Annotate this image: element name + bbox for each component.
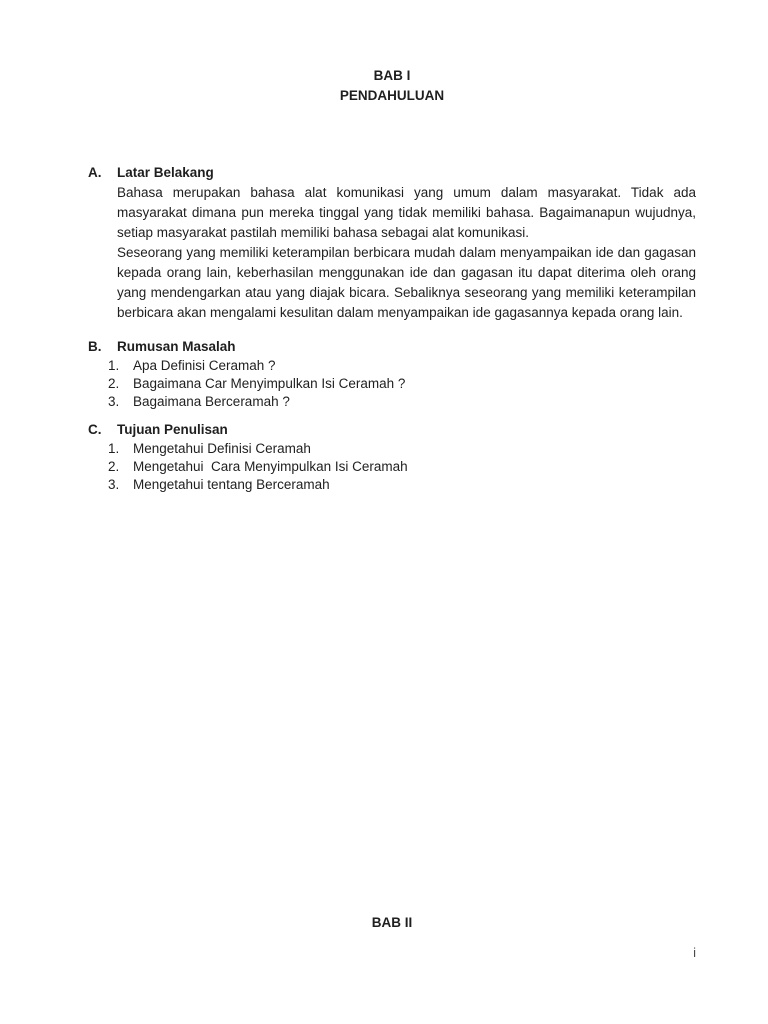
list-item-number: 3. <box>108 477 120 492</box>
list-item <box>108 393 696 411</box>
list-item-text: Bagaimana Car Menyimpulkan Isi Ceramah ? <box>133 376 406 391</box>
document-content <box>88 163 696 494</box>
section-heading: Rumusan Masalah <box>117 339 236 354</box>
section-heading: Latar Belakang <box>117 165 214 180</box>
paragraph: Seseorang yang memiliki keterampilan berbicara mudah dalam menyampaikan ide dan gagasan kepada orang lain, keberhasilan menggunakan ide dan gagasan itu dapat diterima oleh orang yang mendengarkan atau yang diajak bicara. Sebaliknya seseorang yang memiliki keterampilan berbicara akan mengalami kesulitan dalam menyampaikan ide gagasannya kepada orang lain. <box>117 245 696 320</box>
list-item-number: 2. <box>108 376 120 391</box>
paragraph: Bahasa merupakan bahasa alat komunikasi yang umum dalam masyarakat. Tidak ada masyarakat dimana pun mereka tinggal yang tidak memiliki bahasa. Bagaimanapun wujudnya, setiap masyarakat pastilah memiliki bahasa sebagai alat komunikasi. <box>117 185 696 240</box>
section-letter: B. <box>88 339 102 354</box>
list-item-number: 3. <box>108 394 120 409</box>
section-tujuan-penulisan <box>88 420 696 494</box>
list-item-text: Mengetahui tentang Berceramah <box>133 477 330 492</box>
chapter-title <box>88 66 696 106</box>
chapter-title-line1: BAB I <box>373 68 411 83</box>
list-item-text: Apa Definisi Ceramah ? <box>133 358 276 373</box>
list-item-text: Bagaimana Berceramah ? <box>133 394 290 409</box>
section-heading-row <box>88 163 696 183</box>
list-item <box>108 476 696 494</box>
list-item-number: 2. <box>108 459 120 474</box>
page-number: i <box>693 945 696 960</box>
list-item <box>108 375 696 393</box>
section-latar-belakang <box>88 163 696 323</box>
chapter-title-line2: PENDAHULUAN <box>339 88 445 103</box>
list-item-text: Mengetahui Definisi Ceramah <box>133 441 311 456</box>
list-item-text: Mengetahui Cara Menyimpulkan Isi Ceramah <box>133 459 408 474</box>
list-item <box>108 357 696 375</box>
list-item-number: 1. <box>108 358 120 373</box>
list-item <box>108 440 696 458</box>
section-letter: A. <box>88 165 102 180</box>
next-chapter-heading: BAB II <box>371 915 413 930</box>
section-letter: C. <box>88 422 102 437</box>
list-item-number: 1. <box>108 441 120 456</box>
numbered-list <box>88 357 696 411</box>
list-item <box>108 458 696 476</box>
section-heading-row <box>88 420 696 440</box>
numbered-list <box>88 440 696 494</box>
section-heading: Tujuan Penulisan <box>117 422 228 437</box>
section-rumusan-masalah <box>88 337 696 411</box>
section-heading-row <box>88 337 696 357</box>
